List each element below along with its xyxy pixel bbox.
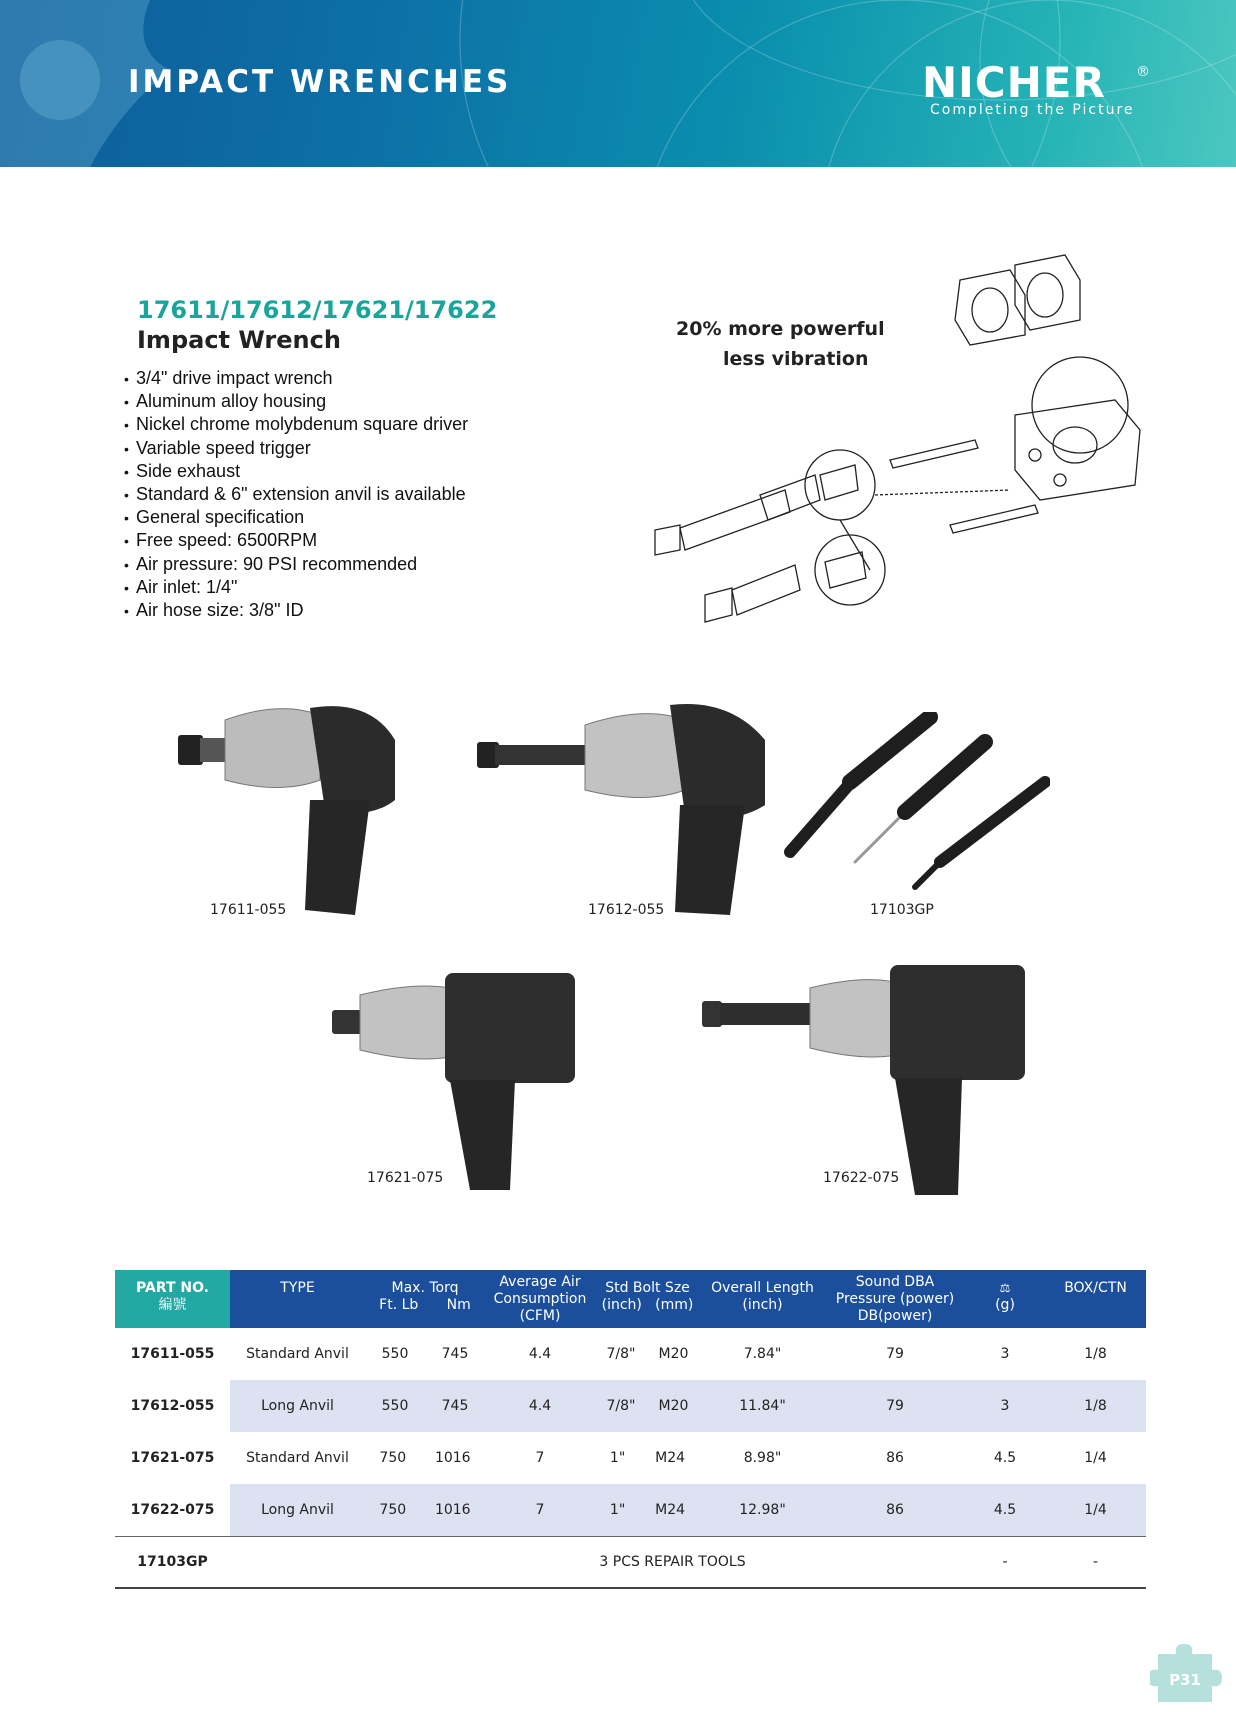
feature-item: • Air pressure: 90 PSI recommended	[124, 553, 418, 574]
photo-17622-075	[700, 963, 1035, 1198]
page-number-badge	[1150, 1640, 1224, 1706]
spec-table	[115, 1270, 1146, 1589]
table-row: 17621-075 Standard Anvil 750 1016 7 1" M24 8.98" 86 4.5 1/4	[115, 1432, 1146, 1484]
col-torq: Max. Torq Ft. Lb Nm	[365, 1270, 485, 1328]
col-weight: ⚖ (g)	[965, 1270, 1045, 1328]
table-row: 17622-075 Long Anvil 750 1016 7 1" M24 12.98" 86 4.5 1/4	[115, 1484, 1146, 1536]
col-type: TYPE	[230, 1270, 365, 1328]
page-number: P31	[1169, 1671, 1201, 1689]
table-row: 17612-055 Long Anvil 550 745 4.4 7/8" M20 11.84" 79 3 1/8	[115, 1380, 1146, 1432]
scale-icon: ⚖	[999, 1281, 1011, 1295]
feature-item: • General specification	[124, 507, 305, 528]
feature-item: • Standard & 6" extension anvil is available	[124, 484, 466, 505]
caption-17103GP: 17103GP	[870, 902, 934, 918]
header-banner	[0, 0, 1236, 167]
feature-item: • Nickel chrome molybdenum square driver	[124, 414, 469, 435]
feature-item: • Air inlet: 1/4"	[124, 576, 238, 597]
brand-logo	[922, 60, 1152, 122]
table-header-row	[115, 1270, 1146, 1328]
caption-17612-055: 17612-055	[588, 902, 665, 918]
col-bolt: Std Bolt Sze (inch) (mm)	[595, 1270, 700, 1328]
col-air: Average Air Consumption (CFM)	[485, 1270, 595, 1328]
table-row: 17611-055 Standard Anvil 550 745 4.4 7/8" M20 7.84" 79 3 1/8	[115, 1328, 1146, 1380]
highlight-powerful: 20% more powerful	[676, 318, 885, 340]
caption-17611-055: 17611-055	[210, 902, 287, 918]
photo-17621-075	[330, 965, 590, 1195]
caption-17622-075: 17622-075	[823, 1170, 900, 1186]
anvil-exploded-diagram	[640, 250, 1150, 630]
product-name: Impact Wrench	[137, 326, 341, 354]
feature-item: • Side exhaust	[124, 460, 241, 481]
brand-tagline: Completing the Picture	[930, 102, 1135, 118]
col-part-no: PART NO. 編號	[115, 1270, 230, 1328]
brand-registered-mark: ®	[1136, 64, 1150, 80]
highlight-vibration: less vibration	[723, 348, 869, 370]
col-length: Overall Length (inch)	[700, 1270, 825, 1328]
feature-item: • 3/4" drive impact wrench	[124, 368, 333, 388]
photo-17103GP	[780, 712, 1050, 902]
page-title: IMPACT WRENCHES	[128, 64, 512, 100]
photo-17611-055	[170, 700, 410, 920]
col-box: BOX/CTN	[1045, 1270, 1146, 1328]
feature-item: • Free speed: 6500RPM	[124, 530, 318, 551]
caption-17621-075: 17621-075	[367, 1170, 444, 1186]
col-sound: Sound DBA Pressure (power) DB(power)	[825, 1270, 965, 1328]
brand-name: NICHER	[922, 58, 1106, 107]
feature-item: • Variable speed trigger	[124, 437, 311, 458]
photo-17612-055	[475, 700, 785, 920]
product-codes: 17611/17612/17621/17622	[137, 296, 498, 324]
feature-item: • Aluminum alloy housing	[124, 391, 327, 412]
table-row-repair-tools: 17103GP 3 PCS REPAIR TOOLS - -	[115, 1536, 1146, 1588]
feature-item: • Air hose size: 3/8" ID	[124, 600, 304, 621]
feature-list	[124, 367, 468, 622]
